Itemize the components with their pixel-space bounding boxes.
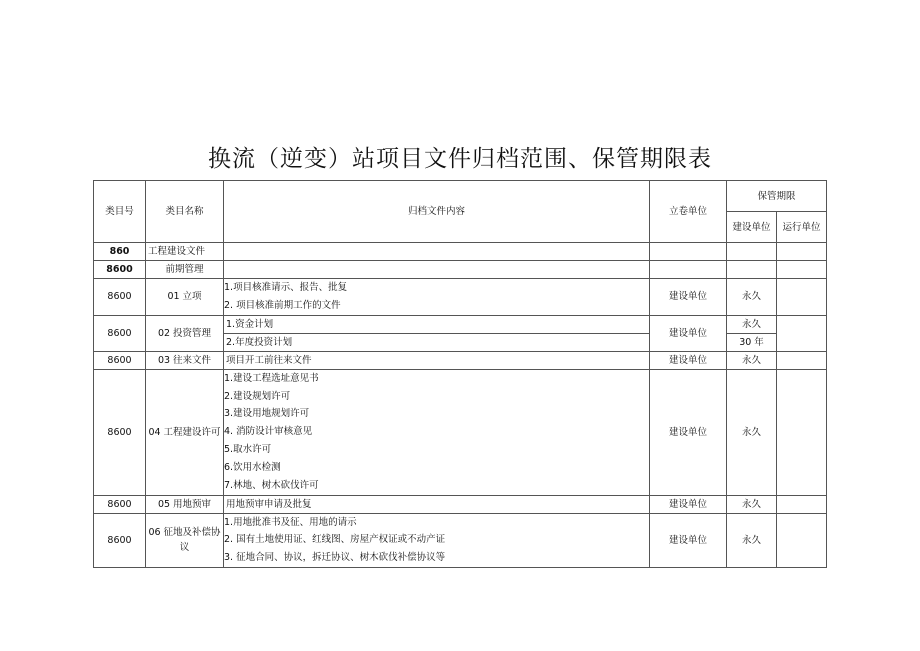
content-item: 4. 消防设计审核意见 (224, 426, 313, 438)
row-unit: 建设单位 (650, 495, 727, 513)
content-item: 3.建设用地规划许可 (224, 408, 310, 420)
row-name: 前期管理 (146, 261, 224, 279)
row-name: 05 用地预审 (146, 495, 224, 513)
table-row (94, 369, 827, 495)
row-name: 06 征地及补偿协议 (146, 513, 224, 567)
row-period: 30 年 (727, 333, 777, 351)
row-code: 8600 (94, 315, 146, 351)
row-period: 永久 (727, 369, 777, 495)
row-code: 8600 (94, 261, 146, 279)
header-period-operate: 运行单位 (777, 212, 827, 243)
table-row (94, 351, 827, 369)
content-item: 1.用地批准书及征、用地的请示 (224, 516, 357, 528)
header-period: 保管期限 (727, 181, 827, 212)
row-name: 02 投资管理 (146, 315, 224, 351)
row-name: 工程建设文件 (146, 243, 224, 261)
page-title: 换流（逆变）站项目文件归档范围、保管期限表 (208, 146, 712, 172)
row-code: 8600 (94, 513, 146, 567)
table-row (94, 315, 827, 333)
header-period-build: 建设单位 (727, 212, 777, 243)
content-item: 项目开工前往来文件 (224, 351, 650, 369)
row-content (224, 279, 650, 316)
header-unit: 立卷单位 (650, 181, 727, 243)
header-code: 类目号 (94, 181, 146, 243)
row-code: 8600 (94, 279, 146, 316)
table-row (94, 243, 827, 261)
row-unit: 建设单位 (650, 513, 727, 567)
row-unit: 建设单位 (650, 369, 727, 495)
row-period: 永久 (727, 351, 777, 369)
row-unit: 建设单位 (650, 351, 727, 369)
header-content: 归档文件内容 (224, 181, 650, 243)
table-row (94, 495, 827, 513)
row-code: 8600 (94, 495, 146, 513)
row-period: 永久 (727, 315, 777, 333)
archive-table (93, 180, 827, 568)
row-unit: 建设单位 (650, 315, 727, 351)
content-item: 1.项目核准请示、报告、批复 (224, 282, 348, 293)
row-code: 860 (94, 243, 146, 261)
content-item: 2. 项目核准前期工作的文件 (224, 299, 341, 311)
content-item: 7.林地、树木砍伐许可 (224, 479, 319, 491)
row-period: 永久 (727, 513, 777, 567)
row-unit: 建设单位 (650, 279, 727, 316)
content-item: 用地预审申请及批复 (224, 495, 650, 513)
row-code: 8600 (94, 351, 146, 369)
row-content (224, 369, 650, 495)
table-row (94, 279, 827, 316)
table-row (94, 513, 827, 567)
content-item: 2.建设规划许可 (224, 390, 291, 402)
row-content (224, 513, 650, 567)
content-item: 1.资金计划 (224, 315, 650, 333)
row-name: 01 立项 (146, 279, 224, 316)
header-name: 类目名称 (146, 181, 224, 243)
content-item: 1.建设工程选址意见书 (224, 372, 319, 384)
row-name: 03 往来文件 (146, 351, 224, 369)
table-row (94, 261, 827, 279)
content-item: 2. 国有土地使用证、红线图、房屋产权证或不动产证 (224, 534, 446, 546)
header-row-1 (94, 181, 827, 212)
row-period: 永久 (727, 495, 777, 513)
content-item: 3. 征地合同、协议，拆迁协议、树木砍伐补偿协议等 (224, 552, 446, 564)
row-name: 04 工程建设许可 (146, 369, 224, 495)
content-item: 2.年度投资计划 (224, 333, 650, 351)
row-code: 8600 (94, 369, 146, 495)
content-item: 5.取水许可 (224, 443, 272, 455)
row-period: 永久 (727, 279, 777, 316)
content-item: 6.饮用水检测 (224, 461, 281, 473)
